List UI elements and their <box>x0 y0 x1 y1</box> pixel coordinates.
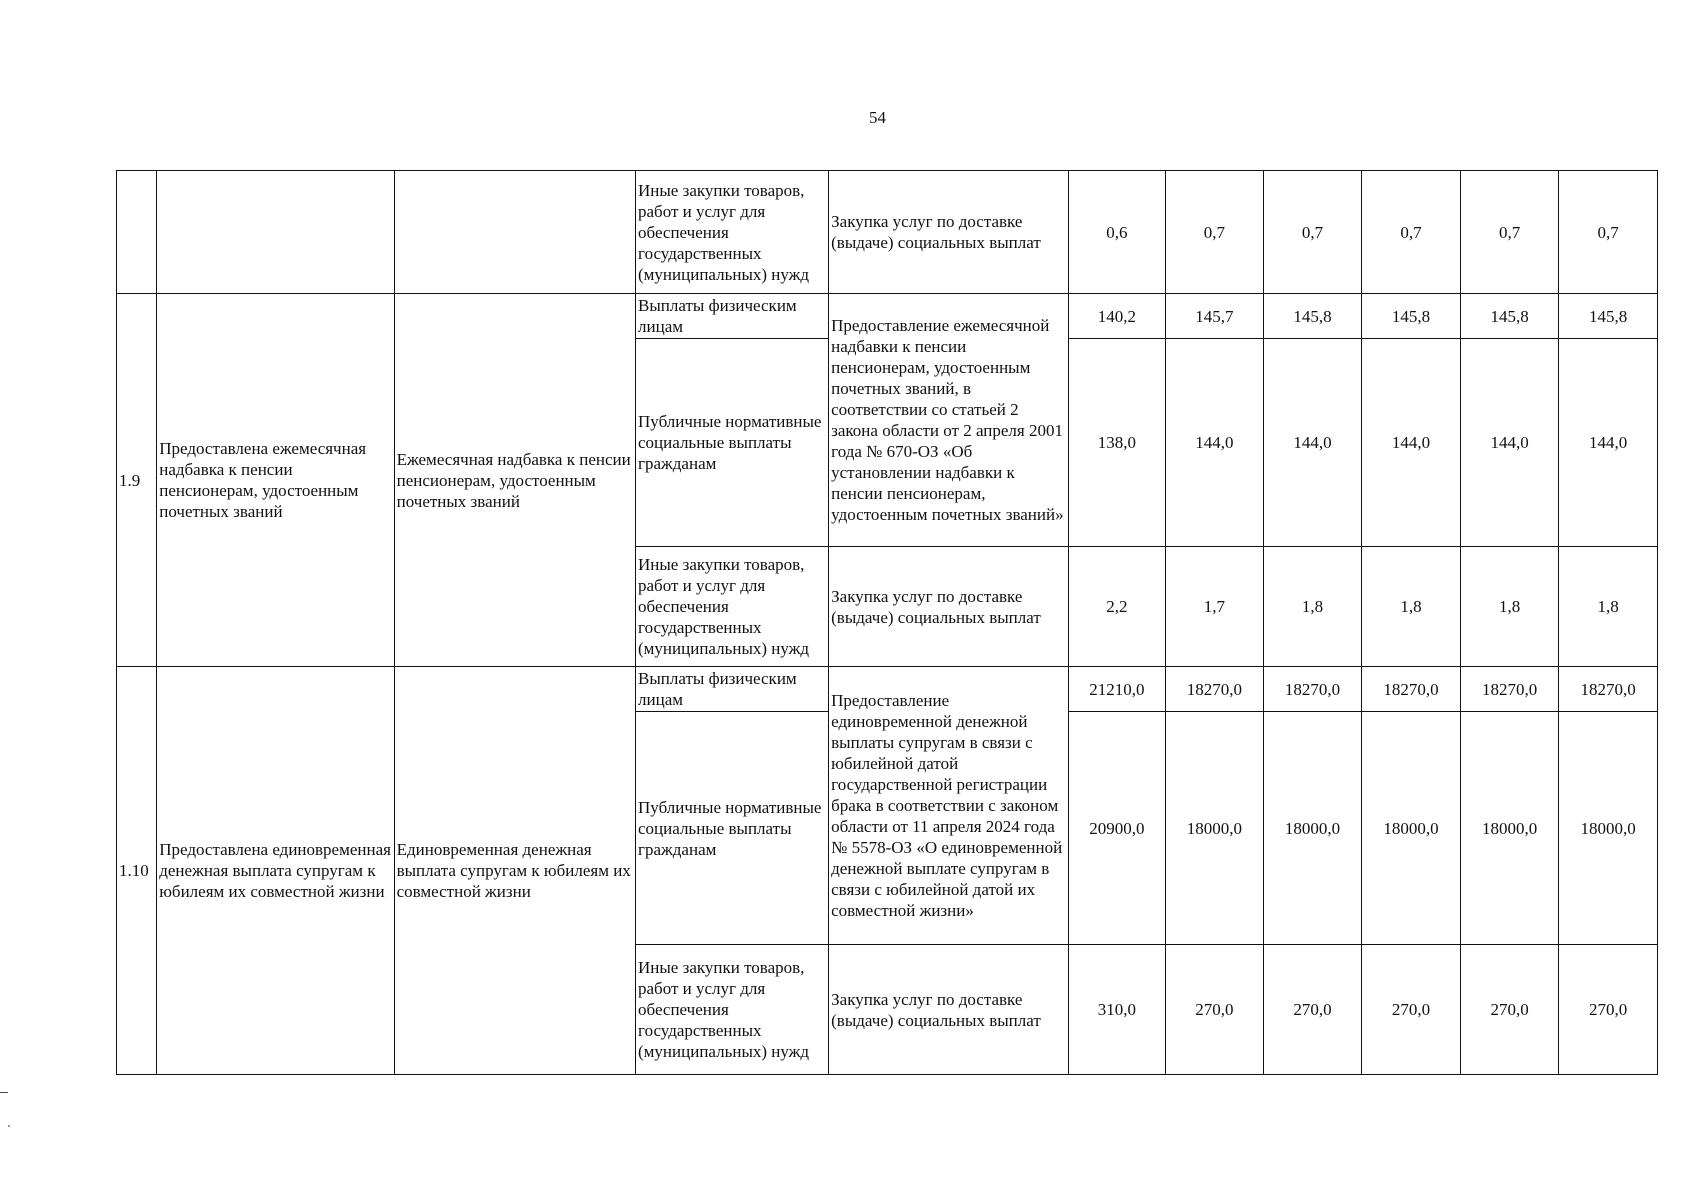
purpose-cell: Закупка услуг по доставке (выдаче) социальных выплат <box>829 547 1068 667</box>
value-cell: 145,7 <box>1166 294 1264 339</box>
page-number: 54 <box>869 108 886 127</box>
value-cell: 0,7 <box>1362 171 1461 294</box>
value-cell: 0,7 <box>1460 171 1559 294</box>
result-cell <box>157 171 394 294</box>
value-cell: 1,7 <box>1166 547 1264 667</box>
value-cell: 144,0 <box>1559 339 1658 547</box>
value-cell: 144,0 <box>1166 339 1264 547</box>
value-cell: 0,6 <box>1068 171 1166 294</box>
table-row <box>117 294 1658 339</box>
value-cell: 18000,0 <box>1460 712 1559 945</box>
value-cell: 145,8 <box>1362 294 1461 339</box>
value-cell: 18270,0 <box>1263 667 1362 712</box>
table-row <box>117 171 1658 294</box>
value-cell: 18270,0 <box>1559 667 1658 712</box>
value-cell: 18000,0 <box>1362 712 1461 945</box>
value-cell: 21210,0 <box>1068 667 1166 712</box>
value-cell: 18000,0 <box>1559 712 1658 945</box>
value-cell: 310,0 <box>1068 945 1166 1075</box>
measure-cell: Единовременная денежная выплата супругам к юбилеям их совместной жизни <box>394 667 635 1075</box>
value-cell: 270,0 <box>1166 945 1264 1075</box>
value-cell: 144,0 <box>1460 339 1559 547</box>
value-cell: 0,7 <box>1559 171 1658 294</box>
value-cell: 138,0 <box>1068 339 1166 547</box>
value-cell: 270,0 <box>1460 945 1559 1075</box>
value-cell: 18000,0 <box>1263 712 1362 945</box>
value-cell: 18270,0 <box>1362 667 1461 712</box>
expense-kind-cell: Публичные нормативные социальные выплаты гражданам <box>636 712 829 945</box>
expense-kind-cell: Иные закупки товаров, работ и услуг для обеспечения государственных (муниципальных) нужд <box>636 945 829 1075</box>
value-cell: 2,2 <box>1068 547 1166 667</box>
table-row <box>117 667 1658 712</box>
row-index: 1.10 <box>117 667 157 1075</box>
budget-table <box>116 170 1658 1075</box>
result-cell: Предоставлена ежемесячная надбавка к пенсии пенсионерам, удостоенным почетных званий <box>157 294 394 667</box>
measure-cell: Ежемесячная надбавка к пенсии пенсионерам, удостоенным почетных званий <box>394 294 635 667</box>
value-cell: 18270,0 <box>1460 667 1559 712</box>
expense-kind-cell: Выплаты физическим лицам <box>636 667 829 712</box>
value-cell: 145,8 <box>1460 294 1559 339</box>
expense-kind-cell: Выплаты физическим лицам <box>636 294 829 339</box>
purpose-cell: Предоставление ежемесячной надбавки к пенсии пенсионерам, удостоенным почетных званий, в соответствии со статьей 2 закона области от 2 апреля 2001 года № 670-ОЗ «Об установлении надбавки к пенсии пенсионерам, удостоенным почетных званий» <box>829 294 1068 547</box>
value-cell: 0,7 <box>1166 171 1264 294</box>
value-cell: 0,7 <box>1263 171 1362 294</box>
expense-kind-cell: Публичные нормативные социальные выплаты гражданам <box>636 339 829 547</box>
value-cell: 1,8 <box>1362 547 1461 667</box>
scan-mark <box>0 1092 8 1093</box>
scan-dot <box>8 1125 10 1127</box>
value-cell: 145,8 <box>1263 294 1362 339</box>
value-cell: 270,0 <box>1559 945 1658 1075</box>
expense-kind-cell: Иные закупки товаров, работ и услуг для обеспечения государственных (муниципальных) нужд <box>636 171 829 294</box>
value-cell: 140,2 <box>1068 294 1166 339</box>
purpose-cell: Предоставление единовременной денежной выплаты супругам в связи с юбилейной датой государственной регистрации брака в соответствии с законом области от 11 апреля 2024 года № 5578-ОЗ «О единовременной денежной выплате супругам в связи с юбилейной датой их совместной жизни» <box>829 667 1068 945</box>
purpose-cell: Закупка услуг по доставке (выдаче) социальных выплат <box>829 945 1068 1075</box>
value-cell: 1,8 <box>1559 547 1658 667</box>
measure-cell <box>394 171 635 294</box>
value-cell: 20900,0 <box>1068 712 1166 945</box>
expense-kind-cell: Иные закупки товаров, работ и услуг для обеспечения государственных (муниципальных) нужд <box>636 547 829 667</box>
value-cell: 144,0 <box>1263 339 1362 547</box>
value-cell: 18000,0 <box>1166 712 1264 945</box>
value-cell: 270,0 <box>1362 945 1461 1075</box>
value-cell: 144,0 <box>1362 339 1461 547</box>
purpose-cell: Закупка услуг по доставке (выдаче) социальных выплат <box>829 171 1068 294</box>
value-cell: 145,8 <box>1559 294 1658 339</box>
value-cell: 1,8 <box>1460 547 1559 667</box>
value-cell: 270,0 <box>1263 945 1362 1075</box>
value-cell: 1,8 <box>1263 547 1362 667</box>
result-cell: Предоставлена единовременная денежная выплата супругам к юбилеям их совместной жизни <box>157 667 394 1075</box>
row-index: 1.9 <box>117 294 157 667</box>
value-cell: 18270,0 <box>1166 667 1264 712</box>
row-index <box>117 171 157 294</box>
